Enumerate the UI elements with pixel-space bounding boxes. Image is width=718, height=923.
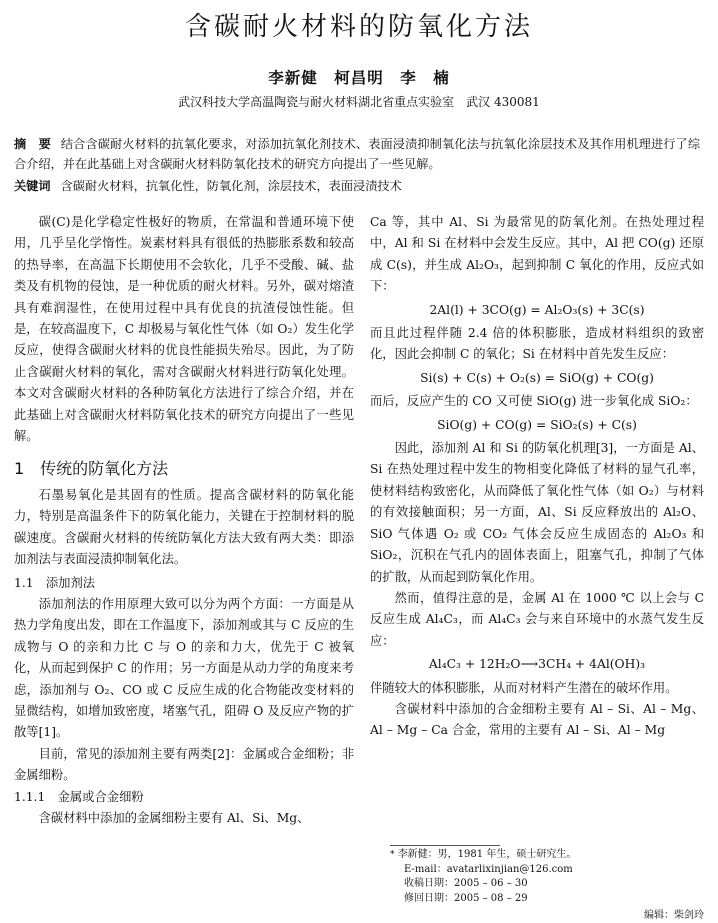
keywords-label: 关键词	[14, 179, 51, 193]
section-heading-1-1-1: 1.1.1 金属或合金细粉	[14, 789, 144, 804]
paragraph: 而后，反应产生的 CO 又可使 SiO(g) 进一步氧化成 SiO₂：	[370, 394, 698, 409]
paragraph: 添加剂法的作用原理大致可以分为两个方面：一方面是从热力学角度出发，即在工作温度下，添加剂或其与 C 反应的生成物与 O 的亲和力比 C 与 O 的亲和力大，优先于 C 被氧化，从而起到保护 C 的作用；另一方面是从动力学的角度来考虑，添加剂与 O₂、CO 或 C 反应生成的化合物能改变材料的显微结构，如增加致密度，堵塞气孔，阻碍 O 及反应产物的扩散等[1]。	[14, 596, 354, 740]
footnote-rule	[390, 845, 500, 846]
paragraph: 而且此过程伴随 2.4 倍的体积膨胀，造成材料组织的致密化，因此会抑制 C 的氧化；Si 在材料中首先发生反应：	[370, 326, 704, 362]
section-heading-1-1: 1.1 添加剂法	[14, 575, 96, 590]
paragraph: 含碳材料中添加的合金细粉主要有 Al – Si、Al – Mg、Al – Mg – Ca 合金，常用的主要有 Al – Si、Al – Mg	[370, 701, 704, 738]
section-heading-1: 1 传统的防氧化方法	[14, 459, 169, 479]
keywords	[14, 176, 700, 196]
footnote-received: 收稿日期：2005 – 06 – 30	[404, 878, 528, 889]
equation-1: 2Al(l) + 3CO(g) = Al₂O₃(s) + 3C(s)	[429, 302, 645, 317]
editor-credit: 编辑：柴剑玲	[644, 910, 704, 921]
footnote-mark: *	[390, 850, 395, 860]
equation-4: Al₄C₃ + 12H₂O⟶3CH₄ + 4Al(OH)₃	[428, 657, 646, 672]
footnote-revised: 修回日期：2005 – 08 – 29	[404, 892, 528, 904]
paper-title: 含碳耐火材料的防氧化方法	[184, 12, 533, 42]
equation-2: Si(s) + C(s) + O₂(s) = SiO(g) + CO(g)	[420, 370, 654, 385]
paragraph: 目前，常见的添加剂主要有两类[2]：金属或合金细粉；非金属细粉。	[14, 746, 354, 783]
paragraph: 因此，添加剂 Al 和 Si 的防氧化机理[3]，一方面是 Al、Si 在热处理过程中发生的物相变化降低了材料的显气孔率，使材料结构致密化，从而降低了氧化性气体（如 O₂）与材料的有效接触面积；另一方面，Al、Si 反应释放出的 Al₂O、SiO 气体遇 O₂ 或 CO₂ 气体会反应生成固态的 Al₂O₃ 和 SiO₂，沉积在气孔内的固体表面上，阻塞气孔，抑制了气体的扩散，从而起到防氧化作用。	[370, 441, 704, 584]
left-column	[14, 212, 354, 829]
abstract-text: 结合含碳耐火材料的抗氧化要求，对添加抗氧化剂技术、表面浸渍抑制氧化法与抗氧化涂层技术及其作用机理进行了综合介绍，并在此基础上对含碳耐火材料防氧化技术的研究方向提出了一些见解。	[14, 137, 701, 171]
paragraph: 然而，值得注意的是，金属 Al 在 1000 ℃ 以上会与 C 反应生成 Al₄C₃，而 Al₄C₃ 会与来自环境中的水蒸气发生反应：	[370, 590, 704, 648]
paragraph: 含碳材料中添加的金属细粉主要有 Al、Si、Mg、	[38, 810, 310, 825]
authors: 李新健 柯昌明 李 楠	[268, 68, 450, 87]
equation-3: SiO(g) + CO(g) = SiO₂(s) + C(s)	[437, 417, 637, 432]
intro-paragraph: 碳(C)是化学稳定性极好的物质，在常温和普通环境下使用，几乎呈化学惰性。炭素材料具有很低的热膨胀系数和较高的热导率，在高温下长期使用不会软化，几乎不受酸、碱、盐类及有机物的侵蚀，是一种优质的耐火材料。另外，碳对熔渣具有难润湿性，在使用过程中具有优良的抗渣侵蚀性能。但是，在较高温度下，C 却极易与氧化性气体（如 O₂）发生化学反应，使得含碳耐火材料的优良性能损失殆尽。因此，为了防止含碳耐火材料的氧化，需对含碳耐火材料进行防氧化处理。本文对含碳耐火材料的各种防氧化方法进行了综合介绍，并在此基础上对含碳耐火材料防氧化技术的研究方向提出了一些见解。	[14, 215, 354, 444]
paragraph: Ca 等，其中 Al、Si 为最常见的防氧化剂。在热处理过程中，Al 和 Si 在材料中会发生反应。其中，Al 把 CO(g) 还原成 C(s)，并生成 Al₂O₃，起到抑制 C 氧化的作用，反应式如下：	[370, 215, 704, 294]
footnote-email: E-mail：avatarlixinjian@126.com	[404, 863, 573, 875]
paragraph: 石墨易氧化是其固有的性质。提高含碳材料的防氧化能力，特别是高温条件下的防氧化能力，关键在于控制材料的脱碳速度。含碳耐火材料的传统防氧化方法大致有两大类：即添加剂法与表面浸渍抑制氧化法。	[14, 487, 354, 567]
footnote	[390, 848, 710, 906]
affiliation: 武汉科技大学高温陶瓷与耐火材料湖北省重点实验室 武汉 430081	[178, 95, 540, 109]
footnote-author: 李新健：男，1981 年生，硕士研究生。	[397, 849, 577, 860]
right-column	[370, 212, 704, 742]
paragraph: 伴随较大的体积膨胀，从而对材料产生潜在的破坏作用。	[370, 680, 678, 695]
abstract	[14, 134, 700, 174]
abstract-label: 摘 要	[14, 137, 51, 151]
keywords-text: 含碳耐火材料，抗氧化性，防氧化剂，涂层技术，表面浸渍技术	[60, 179, 402, 193]
